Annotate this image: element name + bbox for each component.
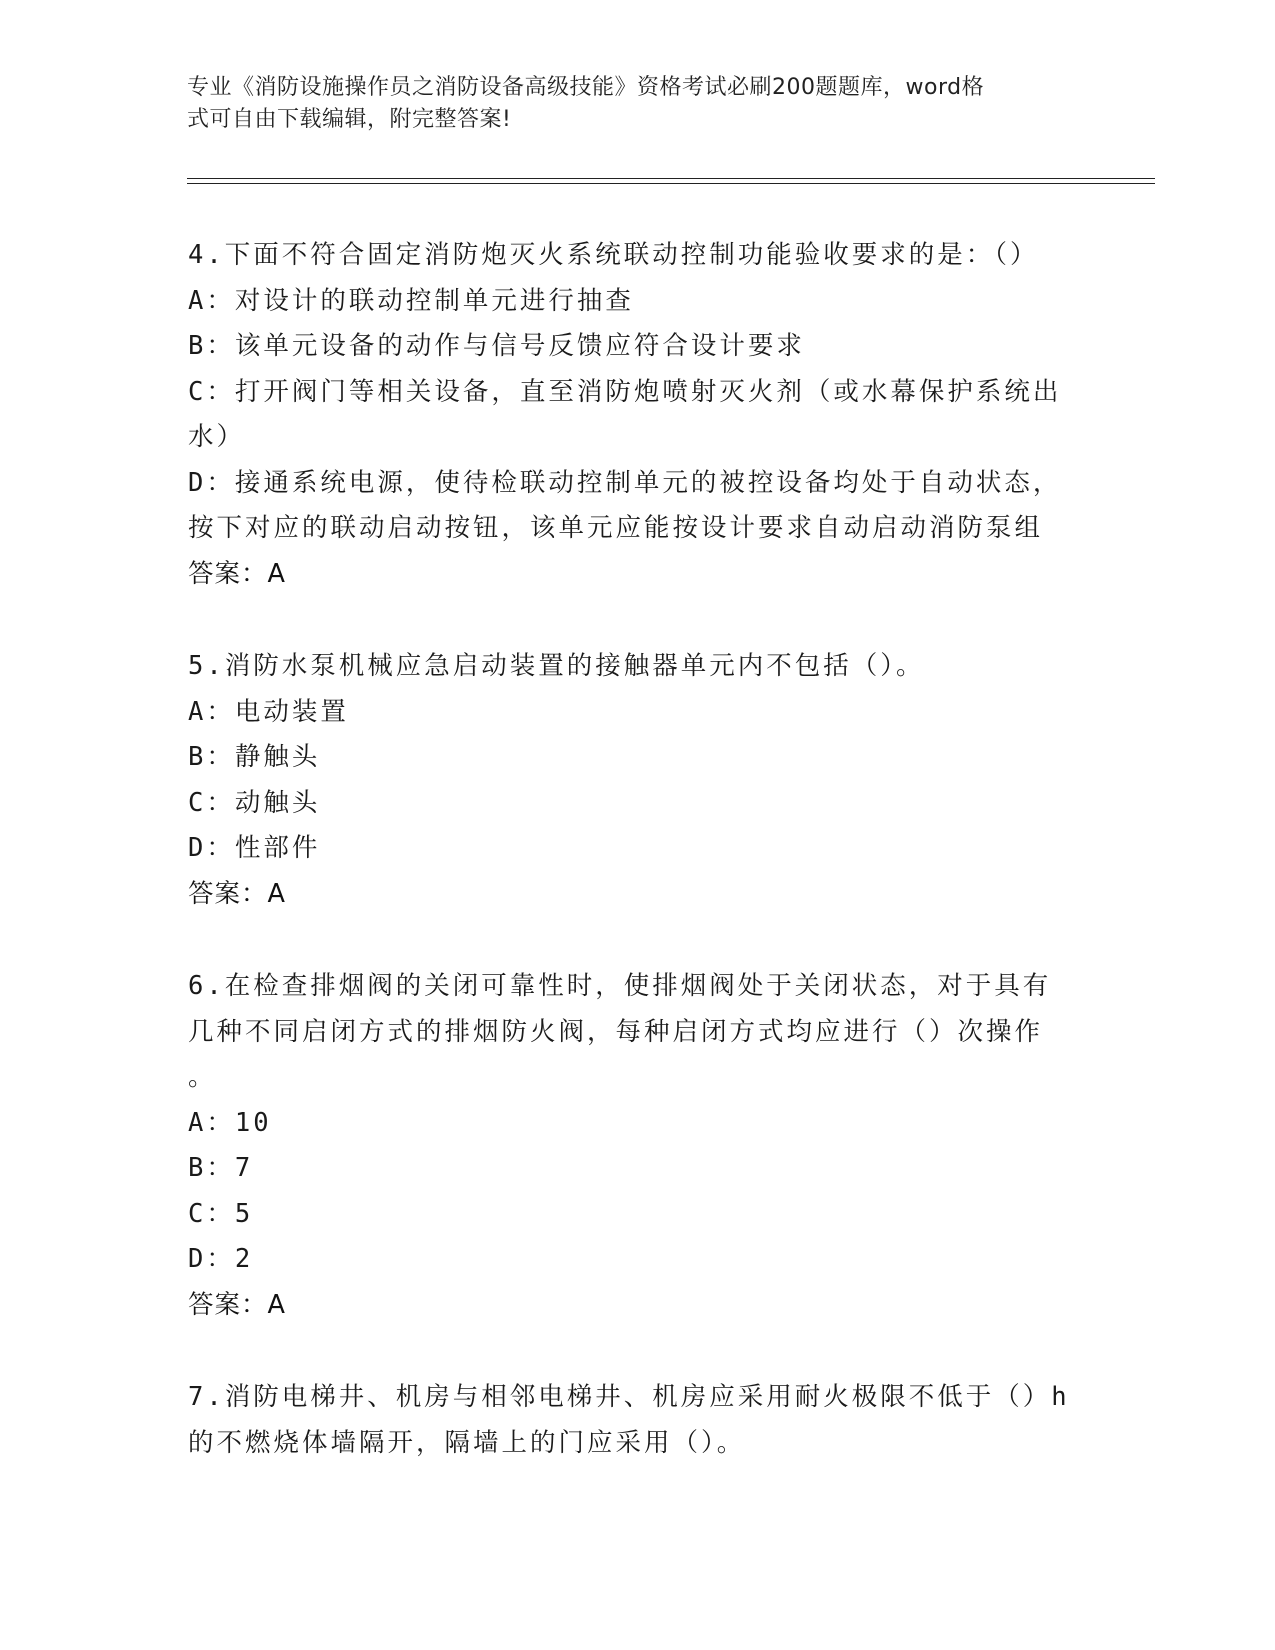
option-d: D：性部件 [188,833,321,863]
question-stem: 5.消防水泵机械应急启动装置的接触器单元内不包括（）。 [188,651,925,681]
header-divider-bottom [187,183,1155,184]
option-c-continued: 水） [188,422,246,452]
question-5 [188,644,1088,917]
answer-label: 答案：A [188,878,286,909]
answer-label: 答案：A [188,558,286,589]
question-stem: 7.消防电梯井、机房与相邻电梯井、机房应采用耐火极限不低于（）h [188,1382,1070,1412]
question-stem-continued: 几种不同启闭方式的排烟防火阀，每种启闭方式均应进行（）次操作 [188,1016,1044,1047]
option-b: B：该单元设备的动作与信号反馈应符合设计要求 [188,331,805,361]
question-6 [188,964,1088,1328]
option-c: C：打开阀门等相关设备，直至消防炮喷射灭火剂（或水幕保护系统出 [188,376,1062,407]
option-c: C：动触头 [188,787,321,818]
header-divider-top [187,178,1155,179]
option-a: A：10 [188,1107,272,1138]
question-stem: 4.下面不符合固定消防炮灭火系统联动控制功能验收要求的是：（） [188,240,1039,270]
question-list [188,233,1088,1513]
header-line-2: 式可自由下载编辑，附完整答案! [187,107,512,132]
option-d-continued: 按下对应的联动启动按钮，该单元应能按设计要求自动启动消防泵组 [188,513,1044,543]
question-stem-continued: 的不燃烧体墙隔开，隔墙上的门应采用（）。 [188,1427,746,1458]
option-b: B：7 [188,1153,254,1183]
answer-label: 答案：A [188,1289,286,1320]
option-a: A：电动装置 [188,696,349,727]
header-line-1: 专业《消防设施操作员之消防设备高级技能》资格考试必刷200题题库，word格 [187,75,985,100]
question-4 [188,233,1088,597]
question-stem: 6.在检查排烟阀的关闭可靠性时，使排烟阀处于关闭状态，对于具有 [188,971,1052,1001]
option-d: D：2 [188,1244,254,1274]
document-header [187,72,1067,136]
question-7 [188,1375,1088,1466]
option-a: A：对设计的联动控制单元进行抽查 [188,285,634,316]
option-d: D：接通系统电源，使待检联动控制单元的被控设备均处于自动状态， [188,467,1062,498]
option-c: C：5 [188,1198,254,1229]
question-stem-end: 。 [188,1062,217,1092]
option-b: B：静触头 [188,742,321,772]
